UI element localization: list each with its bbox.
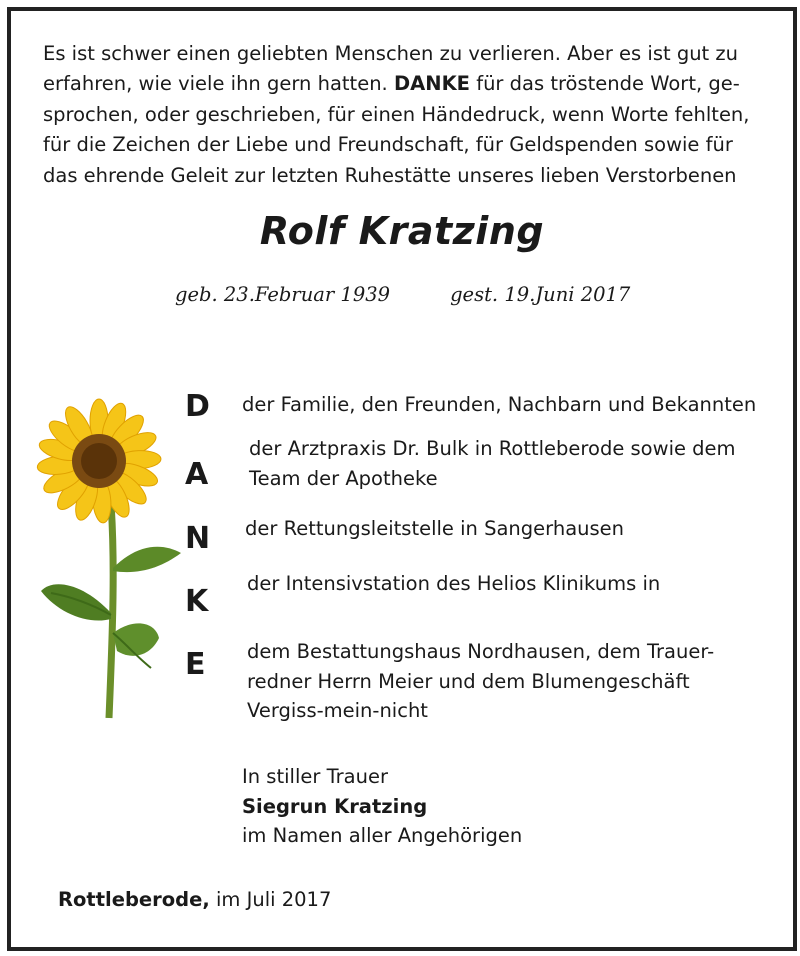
death-date: gest. 19.Juni 2017 (450, 283, 631, 306)
thanks-line: der Intensivstation des Helios Klinikums in (247, 572, 661, 595)
signoff (242, 762, 522, 851)
intro-line-2-rest: für das tröstende Wort, ge- (476, 72, 740, 96)
intro-text (43, 39, 783, 191)
sunflower-stem (109, 503, 113, 718)
thanks-family (242, 390, 756, 420)
intro-line-5: das ehrende Geleit zur letzten Ruhestätte unseres lieben Verstorbenen (43, 163, 737, 187)
thanks-rescue (245, 514, 624, 544)
signoff-line-1: In stiller Trauer (242, 765, 388, 788)
obituary-notice (7, 7, 797, 951)
thanks-line: der Familie, den Freunden, Nachbarn und Bekannten (242, 393, 757, 416)
intro-line-2 (43, 69, 783, 99)
thanks-doctor (249, 434, 736, 493)
intro-line-2-text: erfahren, wie viele ihn gern hatten. (43, 72, 388, 96)
danke-letter-e: E (185, 647, 206, 682)
thanks-line: der Rettungsleitstelle in Sangerhausen (245, 517, 625, 540)
place-town: Rottleberode, (58, 888, 210, 911)
sunflower-leaf-right-upper (113, 547, 181, 572)
intro-line-1: Es ist schwer einen geliebten Menschen zu verlieren. Aber es ist gut zu (43, 42, 738, 65)
birth-date: geb. 23.Februar 1939 (175, 283, 391, 306)
life-dates (175, 283, 630, 306)
danke-letter-d: D (185, 389, 210, 424)
intro-line-4: für die Zeichen der Liebe und Freundschaft, für Geldspenden sowie für (43, 133, 733, 157)
danke-letter-n: N (185, 521, 211, 556)
sunflower-center-inner (81, 443, 117, 479)
signoff-name: Siegrun Kratzing (242, 794, 428, 818)
intro-line-3: sprochen, oder geschrieben, für einen Händedruck, wenn Worte fehlten, (43, 102, 750, 126)
thanks-funeral (247, 637, 714, 726)
thanks-line: Vergiss-mein-nicht (247, 699, 428, 723)
thanks-line: dem Bestattungshaus Nordhausen, dem Trauer- (247, 640, 715, 663)
sunflower-petals (36, 399, 161, 523)
sunflower-image (33, 393, 183, 723)
place-date (58, 888, 331, 911)
place-date-text: im Juli 2017 (215, 888, 332, 911)
deceased-name: Rolf Kratzing (259, 209, 545, 253)
sunflower-leaf-left (41, 584, 111, 620)
thanks-intensive-care (247, 569, 660, 599)
thanks-line: redner Herrn Meier und dem Blumengeschäft (247, 669, 690, 693)
signoff-line-3: im Namen aller Angehörigen (242, 824, 523, 848)
danke-letter-k: K (185, 584, 209, 619)
danke-letter-a: A (185, 457, 209, 492)
intro-danke-bold: DANKE (393, 72, 470, 96)
thanks-line: der Arztpraxis Dr. Bulk in Rottleberode sowie dem (249, 437, 736, 460)
thanks-line: Team der Apotheke (249, 466, 438, 490)
